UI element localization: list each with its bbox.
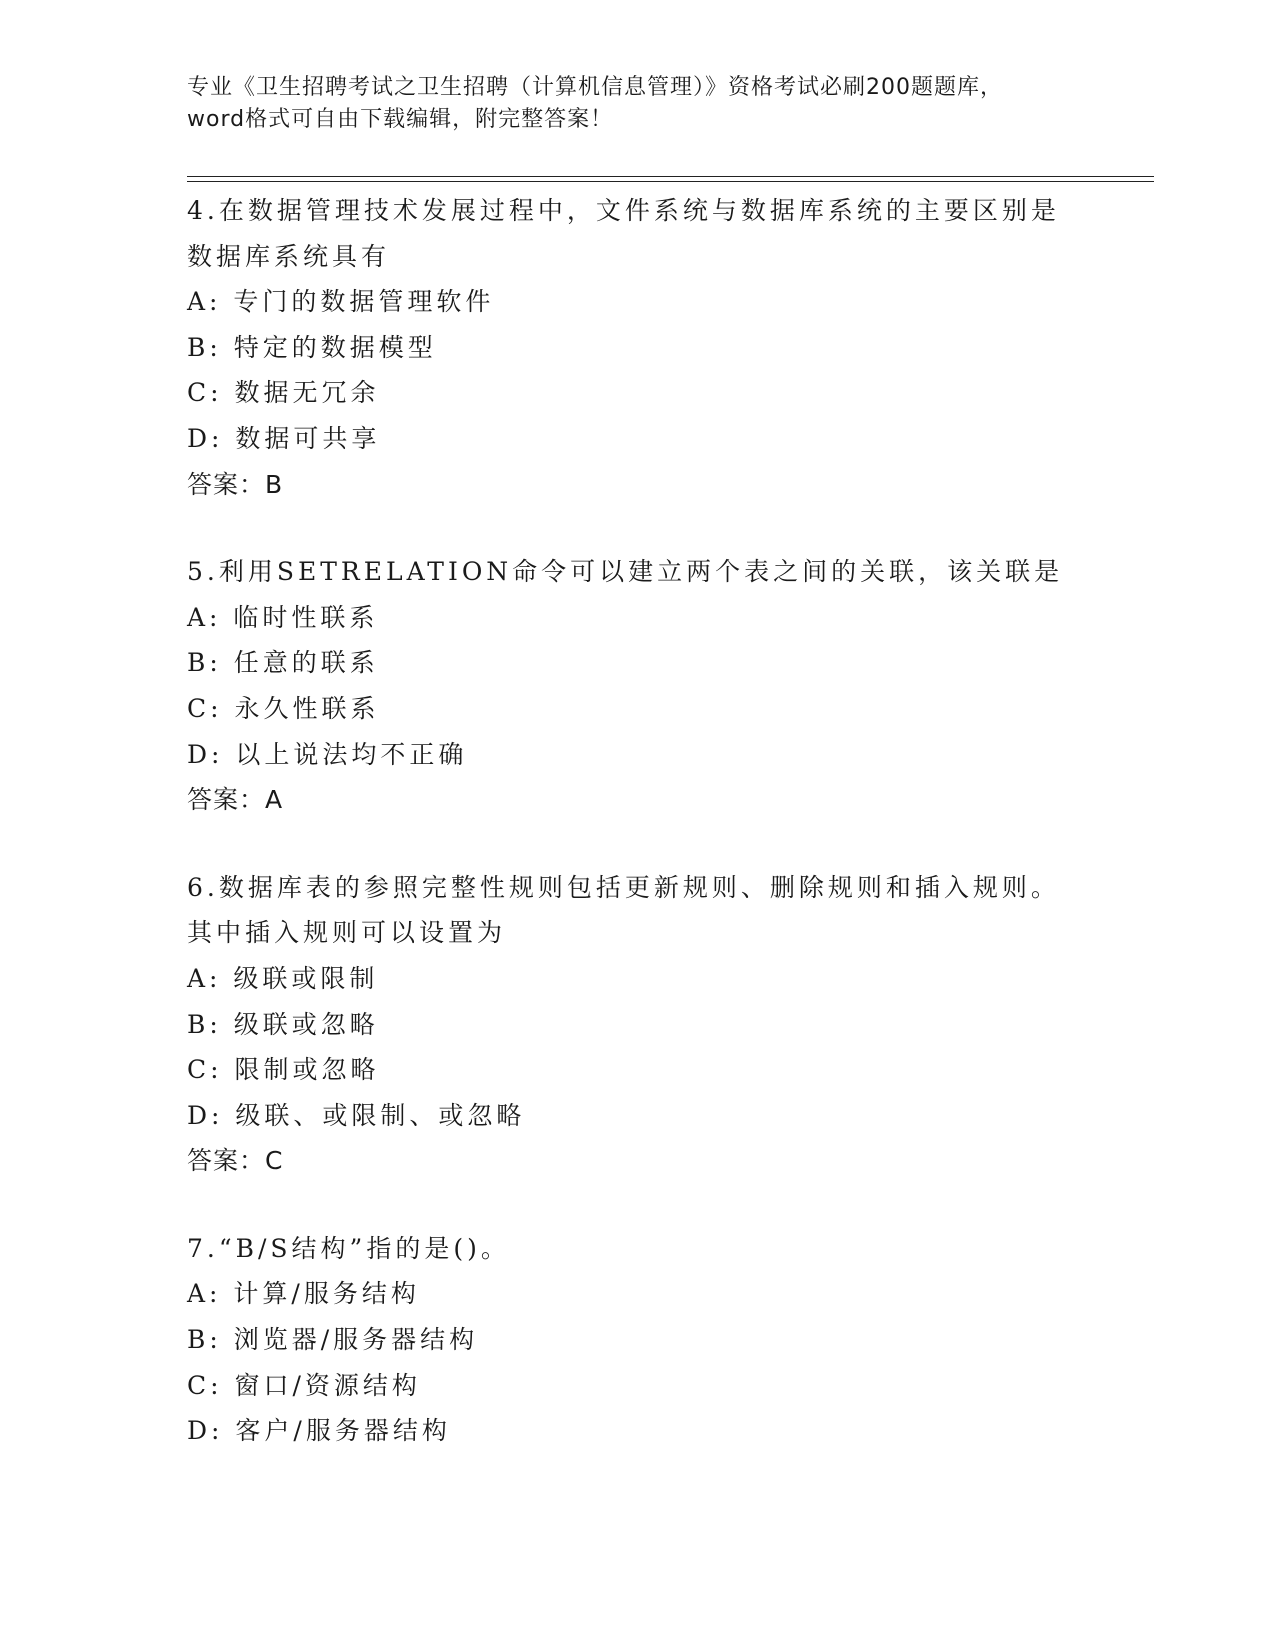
option-a: A: 计算/服务结构 [187,1279,420,1309]
question-4 [187,188,1167,507]
question-5 [187,549,1167,823]
question-7 [187,1226,1167,1454]
question-6 [187,865,1167,1184]
header-line-2: word格式可自由下载编辑，附完整答案！ [187,107,614,132]
question-stem: 数据库系统具有 [187,241,391,271]
option-d: D: 级联、或限制、或忽略 [187,1100,526,1130]
document-header [187,72,1087,136]
question-stem: 其中插入规则可以设置为 [187,918,507,948]
answer-line: 答案：B [187,469,284,499]
question-stem: 4.在数据管理技术发展过程中，文件系统与数据库系统的主要区别是 [187,196,1060,225]
question-stem: 7.“B/S结构”指的是()。 [187,1233,510,1263]
question-stem: 5.利用SETRELATION命令可以建立两个表之间的关联，该关联是 [187,557,1064,587]
option-c: C: 数据无冗余 [187,378,380,408]
option-a: A: 临时性联系 [187,602,379,632]
option-a: A: 级联或限制 [187,963,379,993]
option-a: A: 专门的数据管理软件 [187,287,495,317]
option-c: C: 窗口/资源结构 [187,1370,421,1400]
option-b: B: 特定的数据模型 [187,332,437,362]
option-b: B: 浏览器/服务器结构 [187,1325,479,1355]
option-c: C: 限制或忽略 [187,1055,380,1085]
option-d: D: 以上说法均不正确 [187,739,468,769]
question-stem: 6.数据库表的参照完整性规则包括更新规则、删除规则和插入规则。 [187,872,1060,902]
option-d: D: 客户/服务器结构 [187,1416,451,1446]
option-c: C: 永久性联系 [187,693,380,723]
option-b: B: 任意的联系 [187,648,379,678]
header-divider-top [187,176,1154,177]
answer-line: 答案：C [187,1146,284,1176]
option-d: D: 数据可共享 [187,423,381,453]
header-divider-bottom [187,181,1154,182]
header-line-1: 专业《卫生招聘考试之卫生招聘（计算机信息管理）》资格考试必刷200题题库， [187,75,1003,100]
question-list [187,188,1167,1496]
option-b: B: 级联或忽略 [187,1009,379,1039]
answer-line: 答案：A [187,785,284,815]
